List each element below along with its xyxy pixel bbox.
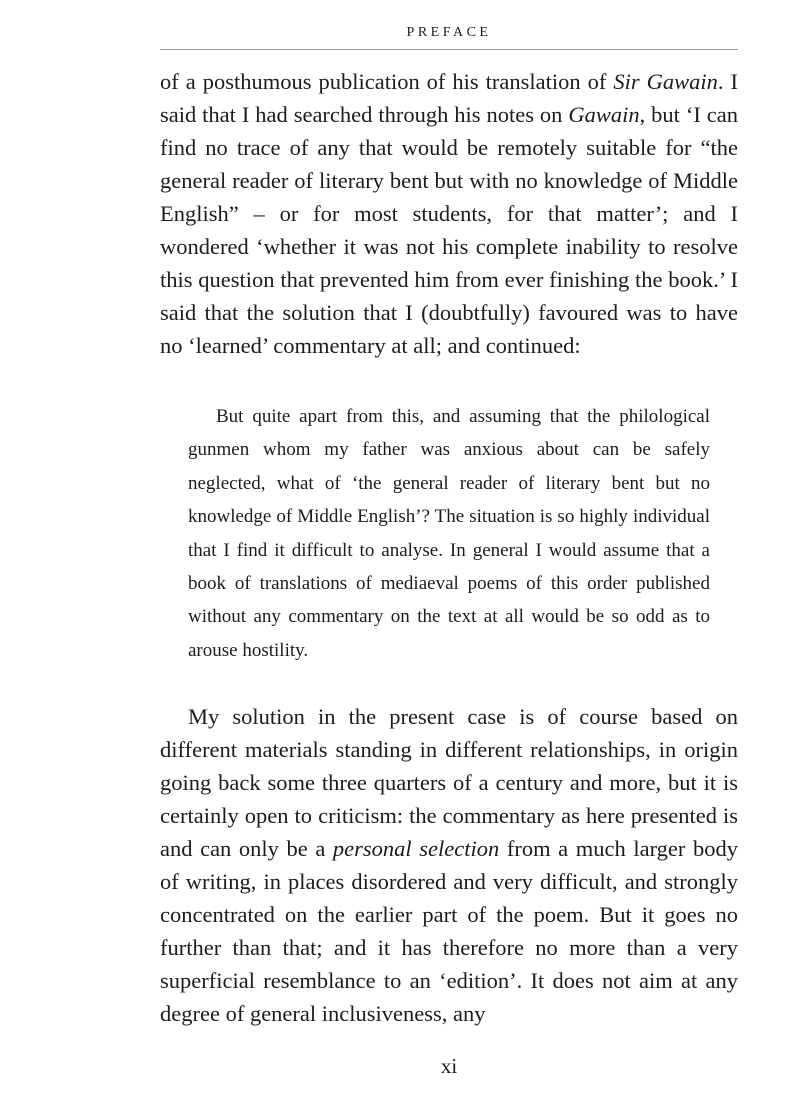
paragraph-1 <box>160 65 738 362</box>
block-quotation <box>188 400 710 667</box>
paragraph-2 <box>160 700 738 1030</box>
running-head: PREFACE <box>406 25 492 40</box>
page-number: xi <box>440 1054 458 1078</box>
paragraph-2-text-a: My solution in the present case is of course based on different materials standing in different relationships, in origin going back some three quarters of a century and more, but it is certainly open to criticism: the commentary as here presented is and can only be a <box>160 704 738 861</box>
paragraph-1-text-a: of a posthumous publication of his translation of <box>160 69 614 94</box>
block-quotation-text: But quite apart from this, and assuming that the philological gunmen whom my father was anxious about can be safely neglected, what of ‘the general reader of literary bent but no knowledge of Middle English’? The situation is so highly individual that I find it difficult to analyse. In general I would assume that a book of translations of mediaeval poems of this order published without any commentary on the text at all would be so odd as to arouse hostility. <box>188 406 710 661</box>
paragraph-1-text-c: , but ‘I can find no trace of any that would be remotely suitable for “the general reader of literary bent but with no knowledge of Middle English” – or for most students, for that matter’; and I wondered ‘whether it was not his complete inability to resolve this question that prevented him from ever finishing the book.’ I said that the solution that I (doubtfully) favoured was to have no ‘learned’ commentary at all; and continued: <box>160 102 738 358</box>
paragraph-1-text-b: . I said that I had searched through his notes on <box>160 69 738 127</box>
title-gawain: Gawain <box>568 102 640 127</box>
paragraph-2-text-b: from a much larger body of writing, in places disordered and very difficult, and strongly concentrated on the earlier part of the poem. But it goes no further than that; and it has therefore no more than a very superficial resemblance to an ‘edition’. It does not aim at any degree of general inclusiveness, any <box>160 836 738 1026</box>
emphasis-personal-selection: personal selection <box>332 836 500 861</box>
title-sir-gawain: Sir Gawain <box>613 69 718 94</box>
header-rule <box>160 49 738 50</box>
